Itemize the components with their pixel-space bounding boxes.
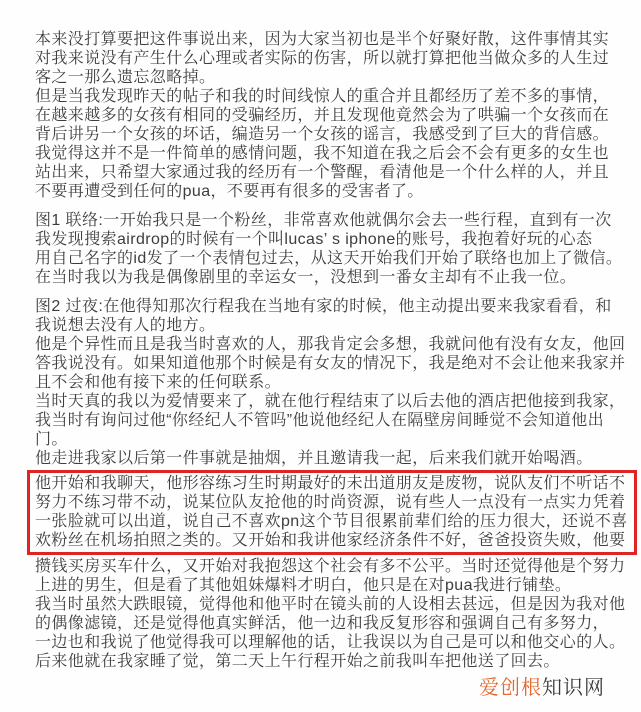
text-line: 图1 联络:一开始我只是一个粉丝，非常喜欢他就偶尔会去一些行程，直到有一次 (35, 212, 612, 229)
text-line: 用自己名字的id发了一个表情包过去，从这天开始我们开始了联络也加上了微信。 (35, 250, 623, 267)
text-line: 图2 过夜:在他得知那次行程我在当地有家的时候，他主动提出要来我家看看，和 (35, 298, 612, 315)
text-line: 当时天真的我以为爱情要来了，就在他行程结束了以后去他的酒店把他接到我家， (35, 393, 626, 410)
paragraph-figure2 (35, 297, 623, 335)
text-line: 欢粉丝在机场拍照之类的。又开始和我讲他家经济条件不好，爸爸投资失败，他要 (35, 532, 626, 549)
text-line: 我觉得这并不是一件简单的感情问题，我不知道在我之后会不会有更多的女生也 (35, 145, 610, 162)
text-line: 答我说没有。如果知道他那个时候是有女友的情况下，我是绝对不会让他来我家并 (35, 355, 626, 372)
watermark (479, 679, 605, 698)
paragraph (35, 87, 623, 144)
paragraph (35, 144, 623, 201)
text-line: 客之一那么遗忘忽略掉。 (35, 69, 216, 86)
text-line: 站出来，只希望大家通过我的经历有一个警醒，看清他是一个什么样的人，并且 (35, 164, 610, 181)
text-line: 攒钱买房买车什么，又开始对我抱怨这个社会有多不公平。当时还觉得他是个努力 (35, 558, 626, 575)
paragraph (35, 30, 623, 87)
paragraph (35, 449, 623, 468)
text-line: 一边也和我说了他觉得我可以理解他的话，让我误以为自己是可以和他交心的人。 (35, 634, 626, 651)
text-line: 后来他就在我家睡了觉，第二天上午行程开始之前我叫车把他送了回去。 (35, 653, 560, 670)
text-line: 他是个异性而且是我当时喜欢的人，那我肯定会多想，我就问他有没有女友，他回 (35, 336, 626, 353)
paragraph (35, 392, 626, 449)
text-line: 背后讲另一个女孩的坏话，编造另一个女孩的谣言，我感受到了巨大的背信感。 (35, 126, 610, 143)
text-line: 上进的男生，但是看了其他姐妹爆料才明白，他只是在对pua我进行铺垫。 (35, 577, 572, 594)
paragraph-figure1 (35, 211, 623, 287)
text-line: 我当时有询问过他“你经纪人不管吗”他说他经纪人在隔壁房间睡觉不会知道他出 (35, 412, 605, 429)
text-line: 不要再遭受到任何的pua，不要再有很多的受害者了。 (35, 183, 424, 200)
text-line: 我当时虽然大跌眼镜，觉得他和他平时在镜头前的人设相去甚远，但是因为我对他 (35, 596, 626, 613)
text-line: 且不会和他有接下来的任何联系。 (35, 374, 282, 391)
paragraph (35, 557, 626, 595)
text-line: 他走进我家以后第一件事就是抽烟，并且邀请我一起，后来我们就开始喝酒。 (35, 450, 593, 467)
watermark-suffix: 知识网 (542, 677, 605, 699)
text-line: 一张脸就可以出道，说自己不喜欢pn这个节目很累前辈们给的压力很大，还说不喜 (35, 513, 628, 530)
paragraph (35, 595, 626, 652)
watermark-brand: 爱创根 (479, 677, 542, 699)
text-line: 我发现搜索airdrop的时候有一个叫lucas’ s iphone的账号，我抱着好玩的心态 (35, 231, 593, 248)
text-line: 的偶像滤镜，还是觉得他真实鲜活，他一边和我反复形容和强调自己有多努力， (35, 615, 610, 632)
text-line: 在越来越多的女孩有相同的受骗经历，并且发现他竟然会为了哄骗一个女孩而在 (35, 107, 610, 124)
paragraph (35, 335, 626, 392)
paragraph (35, 652, 623, 671)
text-line: 本来没打算要把这件事说出来，因为大家当初也是半个好聚好散，这件事情其实 (35, 31, 610, 48)
text-line: 他开始和我聊天，他形容练习生时期最好的未出道朋友是废物，说队友们不听话不 (35, 475, 626, 492)
text-line: 但是当我发现昨天的帖子和我的时间线惊人的重合并且都经历了差不多的事情， (35, 88, 610, 105)
highlight-red-box (27, 470, 637, 555)
text-line: 门。 (35, 431, 68, 448)
text-line: 在当时我以为我是偶像剧里的幸运女一，没想到一番女主却有不止我一位。 (35, 269, 577, 286)
text-line: 努力不练习带不动，说某位队友抢他的时尚资源，说有些人一点没有一点实力凭着 (35, 494, 626, 511)
text-line: 我说想去没有人的地方。 (35, 317, 216, 334)
text-line: 对我来说没有产生什么心理或者实际的伤害，所以就打算把他当做众多的人生过 (35, 50, 610, 67)
